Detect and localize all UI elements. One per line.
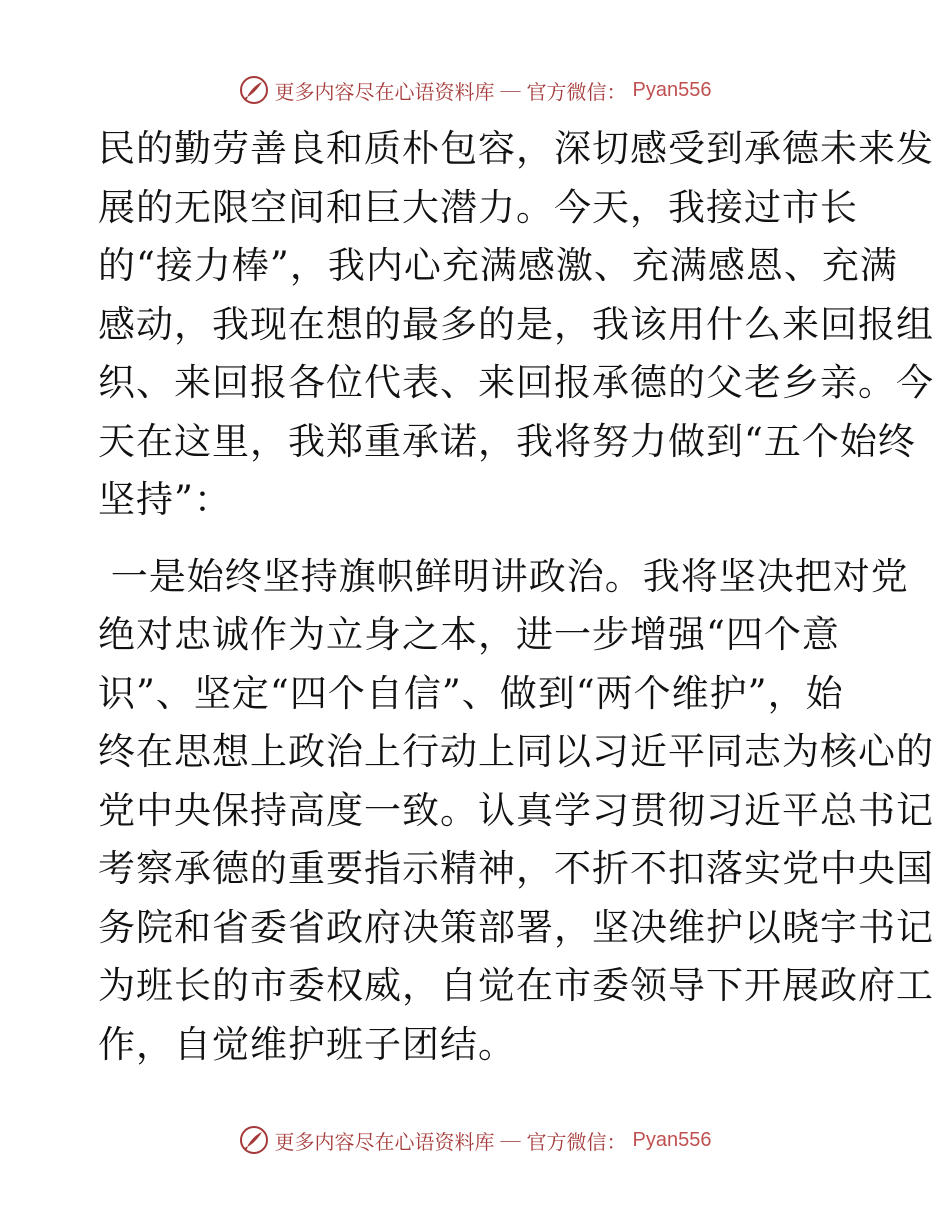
feather-pen-icon (239, 75, 269, 105)
watermark-wechat-id: Pyan556 (632, 1128, 712, 1151)
watermark-wechat-id: Pyan556 (632, 78, 712, 101)
text-line: 终在思想上政治上行动上同以习近平同志为核心的 (98, 730, 934, 773)
watermark-separator: — (500, 1128, 521, 1151)
watermark-separator: — (500, 78, 521, 101)
text-line: 作，自觉维护班子团结。 (98, 1022, 516, 1066)
text-line: 天在这里，我郑重承诺，我将努力做到“五个始终 (98, 419, 916, 463)
watermark-wechat-label: 官方微信： (526, 1131, 627, 1154)
text-line: 感动，我现在想的最多的是，我该用什么来回报组 (98, 302, 934, 346)
text-line: 考察承德的重要指示精神，不折不扣落实党中央国 (98, 847, 934, 890)
paragraph-first-commitment (98, 548, 934, 1075)
text-line: 党中央保持高度一致。认真学习贯彻习近平总书记 (98, 788, 934, 832)
text-line: 务院和省委省政府决策部署，坚决维护以晓宇书记 (98, 905, 934, 949)
text-line: 为班长的市委权威，自觉在市委领导下开展政府工 (98, 964, 934, 1007)
document-body (98, 120, 934, 1074)
text-line: 识”、坚定“四个自信”、做到“两个维护”，始 (98, 671, 844, 715)
feather-pen-icon (239, 1125, 269, 1155)
footer-watermark (0, 1120, 950, 1160)
text-line: 民的勤劳善良和质朴包容，深切感受到承德未来发 (98, 127, 934, 170)
watermark-wechat-label: 官方微信： (526, 81, 627, 104)
watermark-brand: 更多内容尽在心语资料库 (274, 81, 495, 104)
watermark-brand: 更多内容尽在心语资料库 (274, 1131, 495, 1154)
text-line: 织、来回报各位代表、来回报承德的父老乡亲。今 (98, 361, 934, 404)
text-line: 坚持”： (98, 478, 232, 521)
header-watermark (0, 70, 950, 110)
paragraph-spacer (98, 530, 858, 548)
text-line: 的“接力棒”，我内心充满感激、充满感恩、充满 (98, 244, 898, 287)
text-line: 展的无限空间和巨大潜力。今天，我接过市长 (98, 185, 858, 229)
paragraph-intro (98, 120, 934, 530)
text-line: 绝对忠诚作为立身之本，进一步增强“四个意 (98, 613, 840, 656)
text-line: 一是始终坚持旗帜鲜明讲政治。我将坚决把对党 (98, 554, 909, 598)
